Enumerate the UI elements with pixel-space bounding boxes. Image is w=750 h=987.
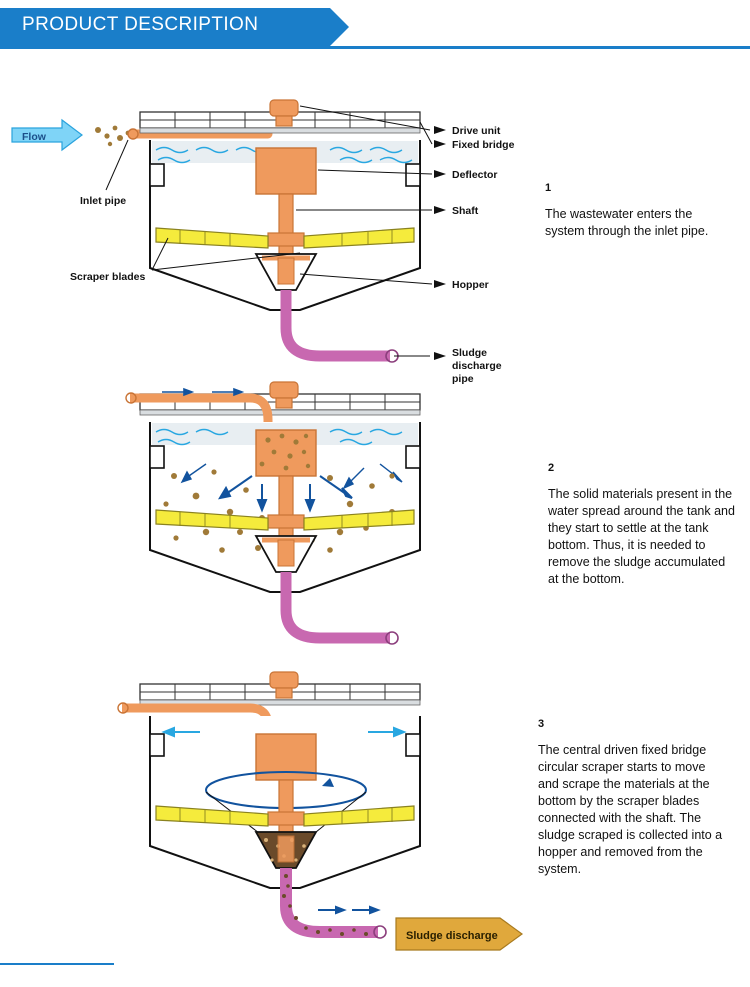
discharge-direction-arrows (318, 907, 378, 913)
shaft-hub-3 (268, 812, 304, 825)
shaft (279, 194, 293, 258)
step-1-text: The wastewater enters the system through the inlet pipe. (545, 207, 709, 238)
step-1 (545, 182, 735, 240)
step-3-number: 3 (538, 718, 545, 730)
label-hopper: Hopper (452, 279, 489, 291)
label-shaft: Shaft (452, 205, 479, 217)
step-3-text: The central driven fixed bridge circular scraper starts to move and scrape the materials at the bottom by the scraper blades connected with the shaft. The sludge scraped is collected into a hopper and removed from the system. (538, 743, 723, 876)
deflector (256, 148, 316, 194)
page-header (0, 0, 750, 48)
page-title: PRODUCT DESCRIPTION (22, 14, 259, 35)
header-underline (0, 46, 750, 49)
step-2-number: 2 (548, 462, 555, 474)
diagram-stage-2 (0, 372, 530, 662)
label-drive-unit: Drive unit (452, 125, 501, 137)
leader-arrowheads-right (434, 126, 446, 360)
step-1-number: 1 (545, 182, 552, 194)
label-sludge-pipe-1: Sludge (452, 347, 488, 359)
label-inlet-pipe: Inlet pipe (80, 195, 127, 207)
label-fixed-bridge: Fixed bridge (452, 139, 515, 151)
diagram-stage-1 (0, 78, 530, 398)
label-sludge-pipe-2: discharge (452, 360, 502, 372)
label-deflector: Deflector (452, 169, 498, 181)
step-2-text: The solid materials present in the water spread around the tank and they start to settle at the tank bottom. Thus, it is needed to remove the sludge accumulated at the bottom. (548, 487, 735, 586)
diagram-stage-3 (0, 660, 540, 960)
sludge-discharge-label: Sludge discharge (406, 930, 498, 942)
step-3 (538, 718, 728, 878)
shaft-hub (268, 233, 304, 246)
shaft-hub-2 (268, 515, 304, 528)
flow-label: Flow (22, 131, 46, 143)
inlet-particles (95, 126, 130, 147)
sludge-discharge-banner (396, 918, 522, 950)
step-2 (548, 462, 738, 588)
footer-accent-line (0, 963, 114, 965)
shaft-2 (279, 476, 293, 540)
label-sludge-pipe-3: pipe (452, 373, 474, 385)
label-scraper-blades: Scraper blades (70, 271, 146, 283)
